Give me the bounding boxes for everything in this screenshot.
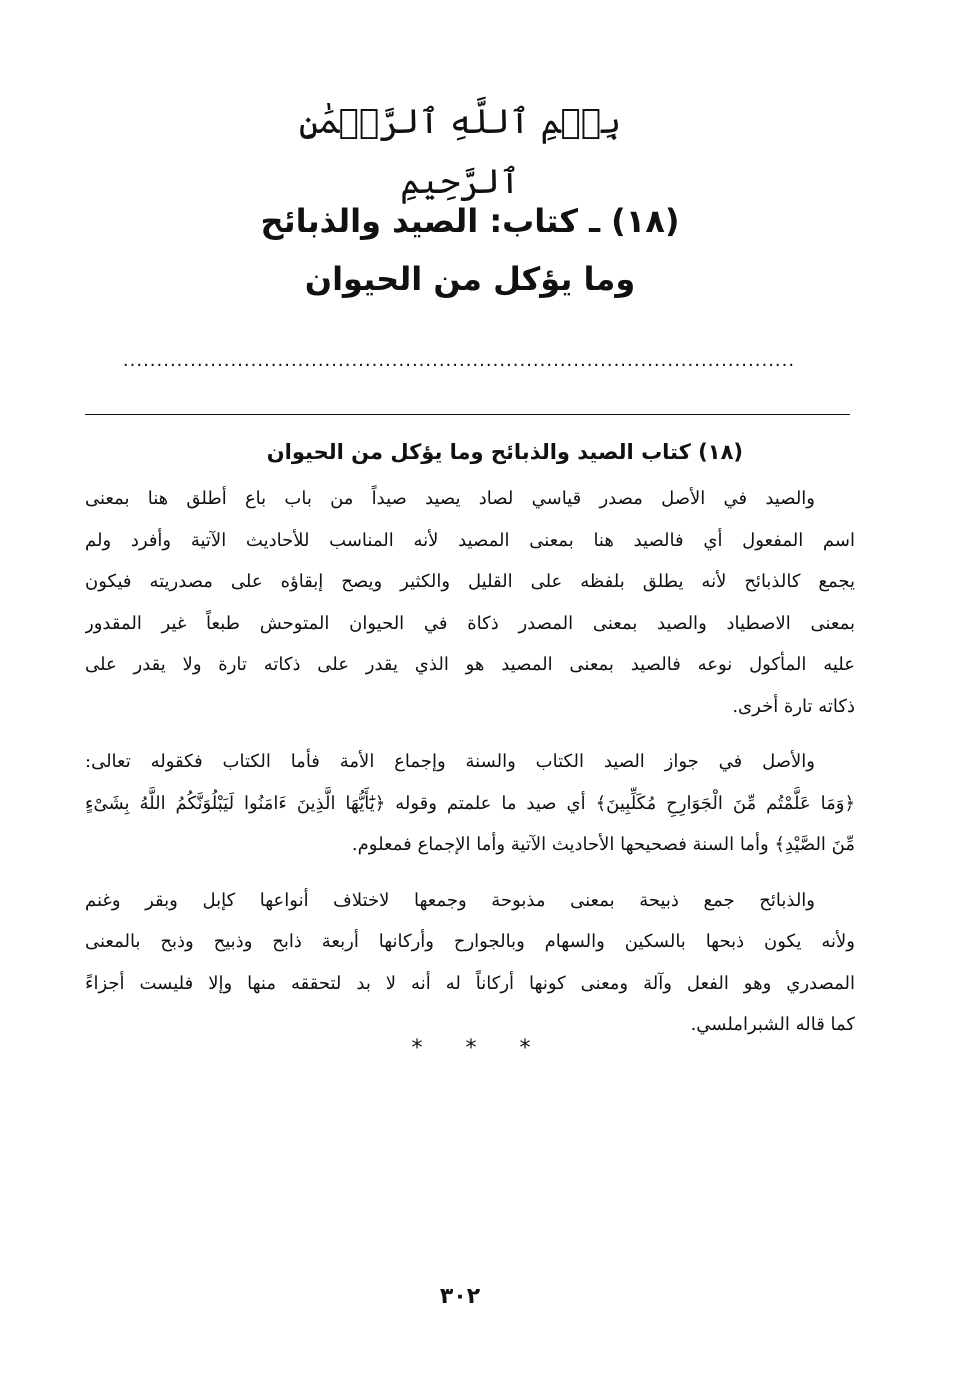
text-line-with-quran-verse: ﴿وَمَا عَلَّمْتُم مِّنَ الْجَوَارِحِ مُكَلِّبِينَ﴾ أي صيد ما علمتم وقوله ﴿يَٰٓأَيُّهَا الَّذِينَ ءَامَنُوا لَيَبْلُوَنَّكُمُ اللَّهُ بِشَىْءٍ bbox=[85, 792, 855, 814]
text-line: بمعنى الاصطياد والصيد بمعنى المصدر ذكاة في الحيوان المتوحش طبعاً غير المقدور bbox=[85, 612, 855, 634]
text-line: والذبائح جمع ذبيحة بمعنى مذبوحة وجمعها لاختلاف أنواعها كإبل وبقر وغنم bbox=[85, 889, 815, 911]
text-line: يجمع كالذبائح لأنه يطلق بلفظه على القليل والكثير ويصح إبقاؤه على مصدريته فيكون bbox=[85, 571, 855, 592]
paragraph-2 bbox=[85, 741, 855, 866]
basmala-heading: بِسۡمِ ٱللَّهِ ٱلرَّحۡمَٰنِ ٱلرَّحِيمِ bbox=[298, 102, 622, 202]
text-line: ولأنه يكون ذبحها بالسكين والسهام وبالجوارح وأركانها أربعة ذابح وذبيح وذبح بالمعنى bbox=[85, 931, 855, 952]
body-text bbox=[85, 478, 855, 1046]
chapter-title bbox=[220, 192, 720, 308]
section-end-stars: * * * bbox=[411, 1036, 549, 1061]
horizontal-rule bbox=[85, 414, 850, 415]
text-line: والأصل في جواز الصيد الكتاب والسنة وإجماع الأمة فأما الكتاب فكقوله تعالى: bbox=[85, 751, 815, 772]
text-line: ذكاته تارة أخرى. bbox=[732, 695, 855, 717]
text-line: المصدري وهو الفعل وآلة ومعنى كونها أركاناً له أنه لا بد لتحققه منها وإلا فليست أجزاءً bbox=[85, 972, 855, 994]
paragraph-1 bbox=[85, 478, 855, 727]
text-line: عليه المأكول نوعه فالصيد بمعنى المصيد هو الذي يقدر على ذكاته تارة ولا يقدر على bbox=[85, 654, 855, 675]
page-number: ٣٠٢ bbox=[439, 1284, 481, 1309]
text-line: والصيد في الأصل مصدر قياسي لصاد يصيد صيداً من باب باع أطلق هنا بمعنى bbox=[85, 488, 815, 509]
section-title: (١٨) كتاب الصيد والذبائح وما يؤكل من الحيوان bbox=[266, 440, 743, 464]
text-line-with-quran-verse: مِّنَ الصَّيْدِ﴾ وأما السنة فصحيحها الأحاديث الآتية وأما الإجماع فمعلوم. bbox=[351, 834, 855, 855]
text-line: كما قاله الشبراملسي. bbox=[690, 1014, 855, 1035]
chapter-title-line-1: (١٨) ـ كتاب: الصيد والذبائح bbox=[260, 202, 680, 240]
chapter-title-line-2: وما يؤكل من الحيوان bbox=[304, 260, 636, 298]
paragraph-3 bbox=[85, 880, 855, 1046]
text-line: اسم المفعول أي فالصيد هنا بمعنى المصيد لأنه المناسب للأحاديث الآتية وأفرد ولم bbox=[85, 529, 855, 551]
dotted-separator: .................................................................................................... bbox=[122, 350, 796, 371]
